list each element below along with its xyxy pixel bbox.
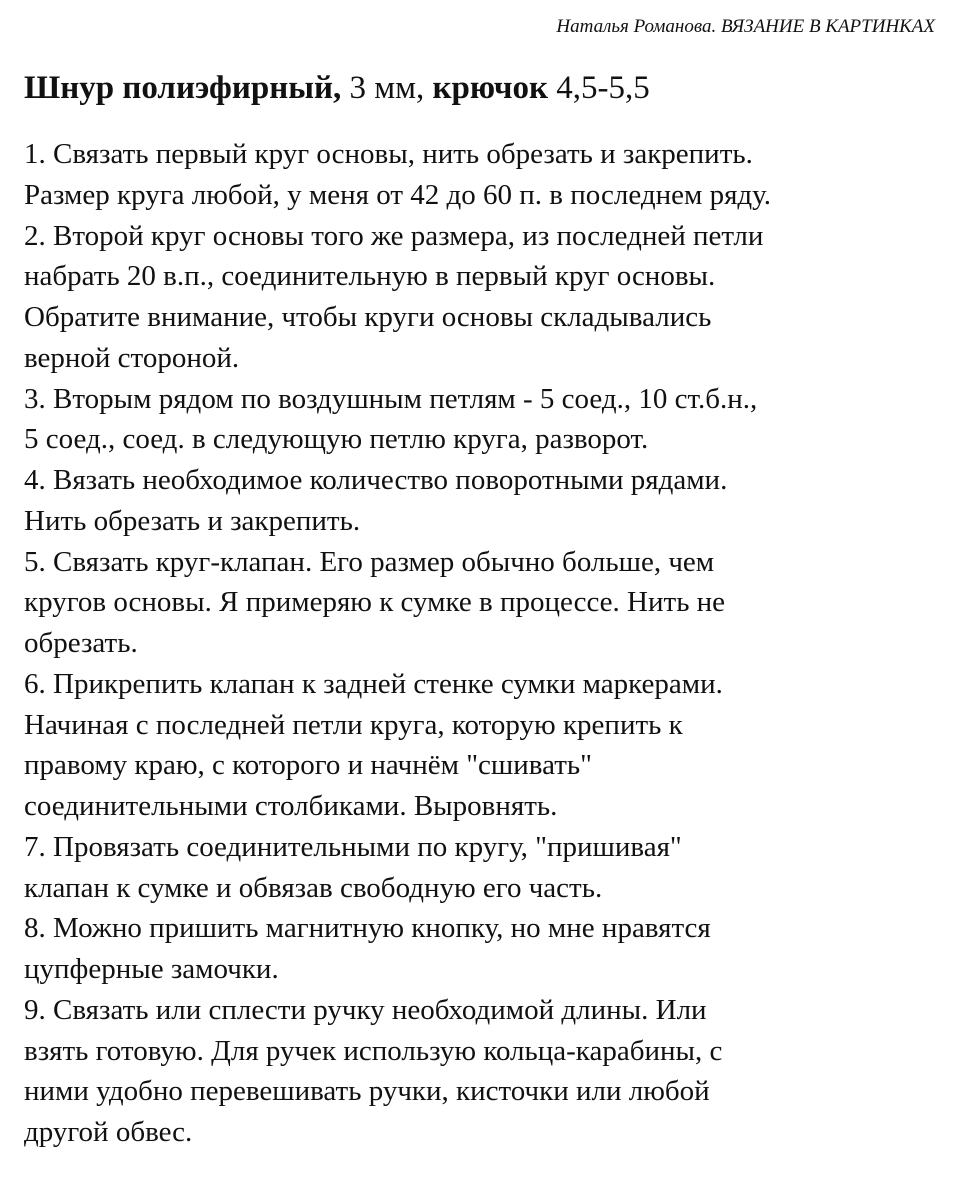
instruction-line: 5 соед., соед. в следующую петлю круга, разворот. bbox=[24, 423, 649, 456]
title-size: 3 мм, bbox=[341, 70, 433, 106]
instruction-line: клапан к сумке и обвязав свободную его часть. bbox=[24, 871, 603, 904]
instruction-line: верной стороной. bbox=[24, 341, 240, 374]
instruction-line: Размер круга любой, у меня от 42 до 60 п. в последнем ряду. bbox=[24, 178, 772, 211]
page-title bbox=[24, 70, 650, 107]
instruction-line: взять готовую. Для ручек использую кольца-карабины, с bbox=[24, 1034, 723, 1067]
instruction-line: набрать 20 в.п., соединительную в первый круг основы. bbox=[24, 260, 716, 293]
instruction-line: соединительными столбиками. Выровнять. bbox=[24, 790, 558, 822]
instructions-text bbox=[24, 134, 944, 1153]
instruction-line: кругов основы. Я примеряю к сумке в процессе. Нить не bbox=[24, 586, 726, 619]
instruction-line: 5. Связать круг-клапан. Его размер обычно больше, чем bbox=[24, 545, 715, 578]
instruction-line: Начиная с последней петли круга, которую крепить к bbox=[24, 708, 683, 741]
instruction-line: 8. Можно пришить магнитную кнопку, но мне нравятся bbox=[24, 912, 711, 945]
instruction-line: 9. Связать или сплести ручку необходимой длины. Или bbox=[24, 993, 707, 1026]
page-header: Наталья Романова. ВЯЗАНИЕ В КАРТИНКАХ bbox=[556, 16, 935, 37]
instruction-line: другой обвес. bbox=[24, 1116, 193, 1148]
instruction-line: обрезать. bbox=[24, 627, 138, 659]
instruction-line: 3. Вторым рядом по воздушным петлям - 5 соед., 10 ст.б.н., bbox=[24, 382, 758, 415]
instruction-line: 1. Связать первый круг основы, нить обрезать и закрепить. bbox=[24, 138, 753, 170]
instruction-line: 7. Провязать соединительными по кругу, "пришивая" bbox=[24, 830, 682, 863]
instruction-line: правому краю, с которого и начнём "сшивать" bbox=[24, 749, 592, 782]
instruction-line: 2. Второй круг основы того же размера, из последней петли bbox=[24, 219, 764, 252]
title-material: Шнур полиэфирный, bbox=[24, 70, 342, 106]
instruction-line: 6. Прикрепить клапан к задней стенке сумки маркерами. bbox=[24, 667, 723, 700]
instruction-line: цупферные замочки. bbox=[24, 953, 279, 985]
instruction-line: ними удобно перевешивать ручки, кисточки или любой bbox=[24, 1075, 710, 1108]
title-hook-size: 4,5-5,5 bbox=[548, 70, 650, 106]
instruction-line: 4. Вязать необходимое количество поворотными рядами. bbox=[24, 464, 728, 496]
instruction-line: Нить обрезать и закрепить. bbox=[24, 504, 361, 537]
instruction-line: Обратите внимание, чтобы круги основы складывались bbox=[24, 301, 712, 333]
title-hook-label: крючок bbox=[432, 70, 548, 106]
